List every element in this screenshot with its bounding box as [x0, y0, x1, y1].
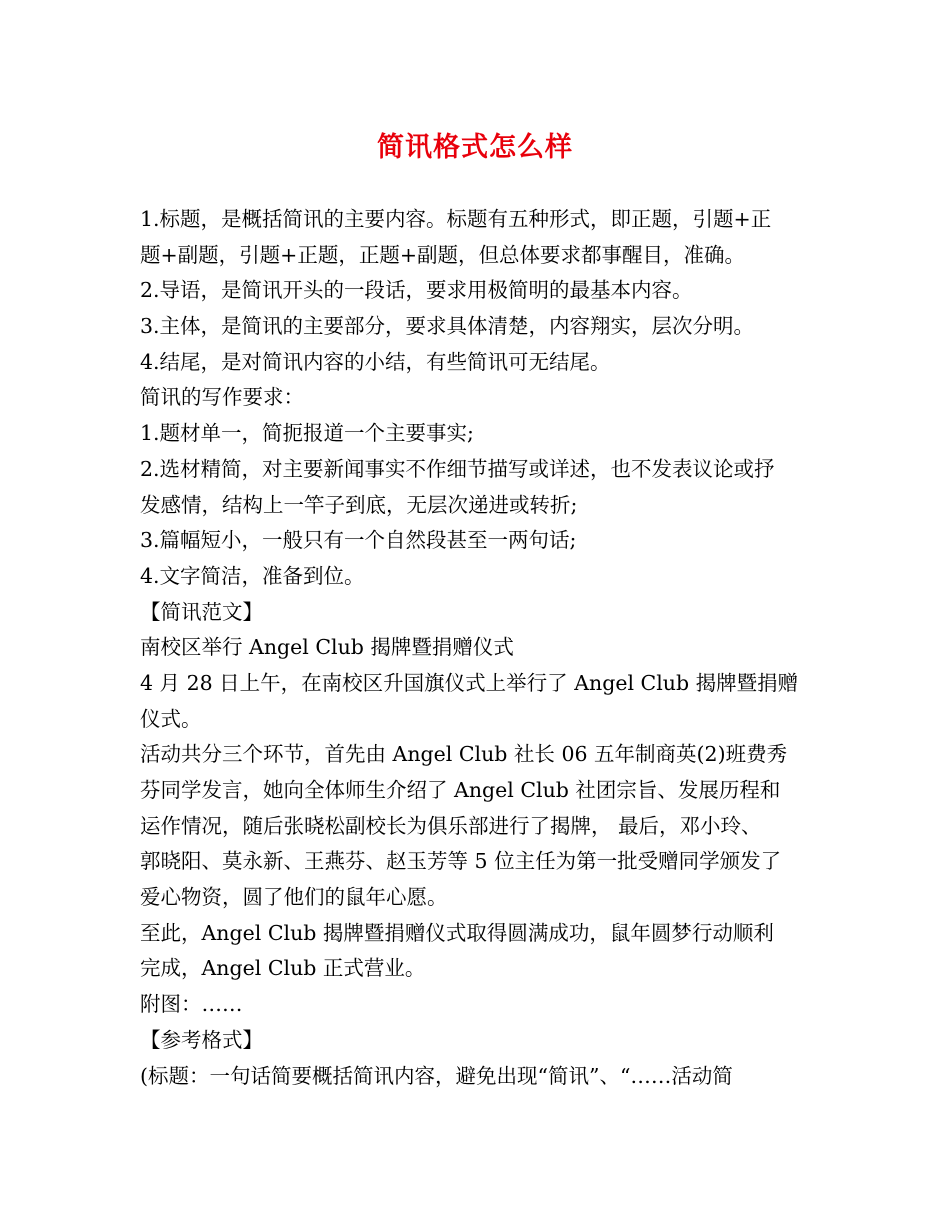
page-title: 简讯格式怎么样: [377, 132, 573, 163]
sample-title: 南校区举行 Angel Club 揭牌暨捐赠仪式: [140, 635, 514, 660]
text-line: 仪式。: [140, 706, 202, 731]
text-line: 2.导语，是简讯开头的一段话，要求用极简明的最基本内容。: [140, 278, 693, 303]
text-line: 3.篇幅短小，一般只有一个自然段甚至一两句话;: [140, 528, 577, 553]
text-line: 完成，Angel Club 正式营业。: [140, 956, 426, 981]
text-line: 芬同学发言，她向全体师生介绍了 Angel Club 社团宗旨、发展历程和: [140, 778, 781, 802]
text-line: 1.题材单一，简扼报道一个主要事实;: [140, 421, 474, 446]
text-line: 1.标题，是概括简讯的主要内容。标题有五种形式，即正题，引题+正: [140, 207, 772, 231]
text-line: 发感情，结构上一竿子到底，无层次递进或转折;: [140, 492, 578, 517]
text-line: 4.文字简洁，准备到位。: [140, 563, 365, 588]
text-line: 郭晓阳、莫永新、王燕芬、赵玉芳等 5 位主任为第一批受赠同学颁发了: [140, 849, 782, 874]
text-line: (标题：一句话简要概括简讯内容，避免出现“简讯”、“……活动简: [140, 1063, 733, 1088]
text-line: 运作情况，随后张晓松副校长为俱乐部进行了揭牌， 最后，邓小玲、: [140, 813, 762, 838]
document-body: [140, 202, 820, 1094]
section-heading: 【参考格式】: [140, 1027, 263, 1052]
text-line: 题+副题，引题+正题，正题+副题，但总体要求都事醒目，准确。: [140, 242, 746, 267]
section-heading: 【简讯范文】: [140, 599, 263, 624]
text-line: 2.选材精简，对主要新闻事实不作细节描写或详述，也不发表议论或抒: [140, 456, 775, 481]
text-line: 附图：……: [140, 992, 243, 1017]
text-line: 至此，Angel Club 揭牌暨捐赠仪式取得圆满成功，鼠年圆梦行动顺利: [140, 920, 774, 945]
section-heading: 简讯的写作要求：: [140, 385, 304, 410]
text-line: 活动共分三个环节，首先由 Angel Club 社长 06 五年制商英(2)班费秀: [140, 742, 788, 767]
text-line: 4 月 28 日上午，在南校区升国旗仪式上举行了 Angel Club 揭牌暨捐赠: [140, 670, 799, 695]
text-line: 4.结尾，是对简讯内容的小结，有些简讯可无结尾。: [140, 349, 611, 374]
text-line: 3.主体，是简讯的主要部分，要求具体清楚，内容翔实，层次分明。: [140, 314, 755, 339]
text-line: 爱心物资，圆了他们的鼠年心愿。: [140, 885, 448, 910]
